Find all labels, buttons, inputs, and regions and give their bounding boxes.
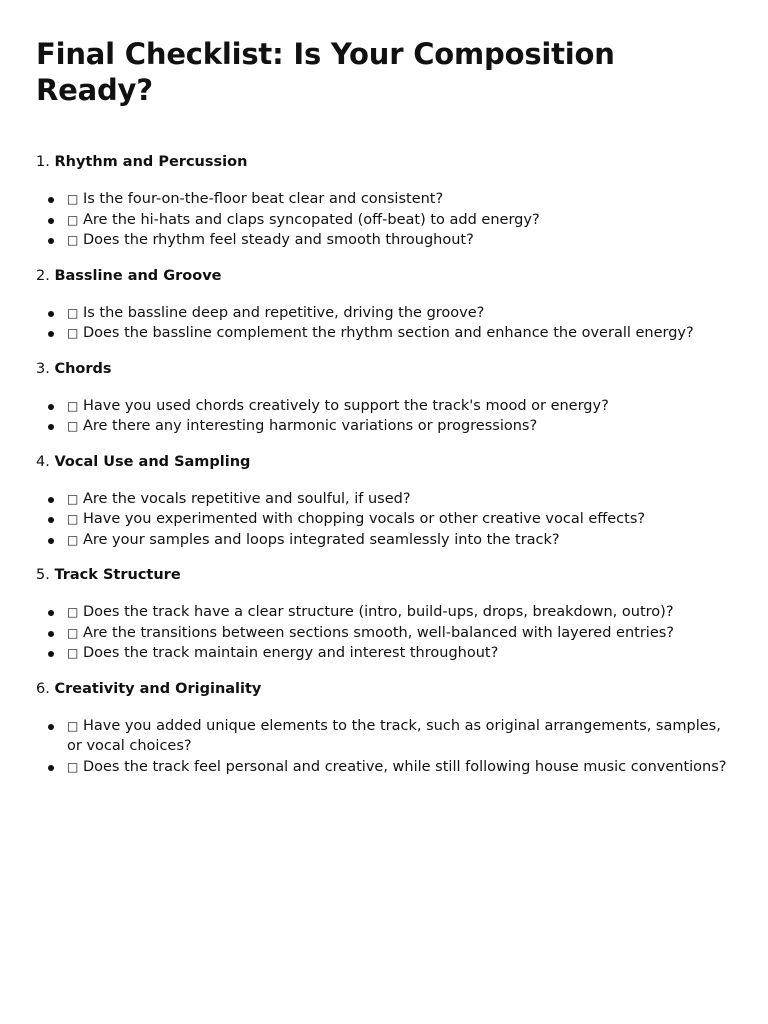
bullet-icon bbox=[48, 404, 54, 410]
checklist-item bbox=[36, 303, 727, 324]
checklist bbox=[36, 602, 736, 664]
checklist-item-text: Are the transitions between sections smooth, well-balanced with layered entries? bbox=[82, 624, 674, 641]
checklist bbox=[36, 489, 736, 551]
checklist-item bbox=[36, 416, 727, 437]
checkbox-icon: □ bbox=[67, 419, 79, 433]
bullet-icon bbox=[48, 311, 54, 317]
checkbox-icon: □ bbox=[67, 491, 79, 506]
checklist-item-text: Have you experimented with chopping vocals or other creative vocal effects? bbox=[82, 511, 646, 527]
checklist-item bbox=[36, 323, 727, 344]
checklist-item-text: Is the four-on-the-floor beat clear and consistent? bbox=[82, 191, 444, 207]
checklist-item-text: Does the track feel personal and creative, while still following house music conventions? bbox=[82, 758, 727, 775]
checklist-item bbox=[36, 602, 727, 623]
checkbox-icon: □ bbox=[67, 532, 79, 547]
section-heading bbox=[36, 565, 736, 585]
checklist bbox=[36, 716, 736, 778]
checkbox-icon: □ bbox=[67, 305, 79, 320]
checkbox-icon: □ bbox=[67, 759, 79, 774]
bullet-icon bbox=[48, 197, 54, 203]
checklist-item bbox=[36, 530, 727, 551]
section-heading bbox=[36, 359, 736, 379]
checklist-item bbox=[36, 396, 727, 417]
checklist-item bbox=[36, 509, 727, 530]
page-title: Final Checklist: Is Your Composition Ready? bbox=[36, 37, 615, 107]
section-title: Chords bbox=[54, 360, 112, 377]
checkbox-icon: □ bbox=[67, 625, 79, 640]
checkbox-icon: □ bbox=[67, 646, 79, 660]
checklist-item bbox=[36, 210, 727, 231]
bullet-icon bbox=[48, 724, 54, 730]
section-number: 6. bbox=[36, 680, 50, 697]
section-number: 1. bbox=[36, 154, 50, 170]
bullet-icon bbox=[48, 631, 54, 637]
checklist-item bbox=[36, 643, 727, 664]
checklist-item-text: Does the rhythm feel steady and smooth throughout? bbox=[82, 232, 474, 248]
section-heading bbox=[36, 452, 736, 472]
section-number: 4. bbox=[36, 453, 50, 470]
document-page bbox=[36, 0, 736, 792]
checklist-item-text: Are the hi-hats and claps syncopated (off-beat) to add energy? bbox=[82, 211, 540, 228]
checklist-item bbox=[36, 189, 727, 210]
bullet-icon bbox=[48, 331, 54, 337]
section-number: 2. bbox=[36, 267, 50, 284]
section-title: Bassline and Groove bbox=[54, 267, 222, 284]
checkbox-icon: □ bbox=[67, 212, 79, 227]
section-title: Vocal Use and Sampling bbox=[54, 453, 251, 470]
section-heading bbox=[36, 266, 736, 286]
checklist-item-text: Are your samples and loops integrated seamlessly into the track? bbox=[82, 531, 560, 548]
bullet-icon bbox=[48, 765, 54, 771]
checkbox-icon: □ bbox=[67, 605, 79, 619]
checklist-item-text: Are the vocals repetitive and soulful, if used? bbox=[82, 490, 411, 507]
checklist bbox=[36, 189, 736, 251]
checkbox-icon: □ bbox=[67, 512, 79, 526]
checklist-item bbox=[36, 623, 727, 644]
bullet-icon bbox=[48, 651, 54, 657]
checklist-item-text: Have you used chords creatively to support the track's mood or energy? bbox=[82, 397, 609, 414]
checklist-item-text: Does the bassline complement the rhythm section and enhance the overall energy? bbox=[82, 325, 694, 341]
checkbox-icon: □ bbox=[67, 233, 79, 247]
bullet-icon bbox=[48, 424, 54, 430]
checklist bbox=[36, 303, 736, 344]
checklist-item bbox=[36, 230, 727, 251]
checklist-item bbox=[36, 489, 727, 510]
section-title: Creativity and Originality bbox=[54, 680, 262, 697]
checklist-item bbox=[36, 716, 727, 757]
bullet-icon bbox=[48, 218, 54, 224]
checkbox-icon: □ bbox=[67, 718, 79, 733]
bullet-icon bbox=[48, 610, 54, 616]
checkbox-icon: □ bbox=[67, 192, 79, 206]
bullet-icon bbox=[48, 497, 54, 503]
section-number: 5. bbox=[36, 567, 50, 583]
section-title: Rhythm and Percussion bbox=[54, 154, 248, 170]
section-number: 3. bbox=[36, 360, 50, 377]
checklist-item-text: Is the bassline deep and repetitive, driving the groove? bbox=[82, 304, 485, 321]
checklist-item-text: Does the track maintain energy and interest throughout? bbox=[82, 645, 499, 661]
checklist-item-text: Are there any interesting harmonic variations or progressions? bbox=[82, 418, 538, 434]
checklist-item bbox=[36, 757, 727, 778]
section-heading bbox=[36, 152, 736, 172]
checklist-item-text: Does the track have a clear structure (intro, build-ups, drops, breakdown, outro)? bbox=[82, 604, 674, 620]
section-title: Track Structure bbox=[54, 567, 181, 583]
checklist-item-text: Have you added unique elements to the track, such as original arrangements, samples, or vocal choices? bbox=[67, 717, 721, 754]
checklist-sections bbox=[36, 152, 736, 777]
checkbox-icon: □ bbox=[67, 326, 79, 340]
bullet-icon bbox=[48, 538, 54, 544]
checkbox-icon: □ bbox=[67, 398, 79, 413]
bullet-icon bbox=[48, 238, 54, 244]
checklist bbox=[36, 396, 736, 437]
section-heading bbox=[36, 679, 736, 699]
bullet-icon bbox=[48, 517, 54, 523]
